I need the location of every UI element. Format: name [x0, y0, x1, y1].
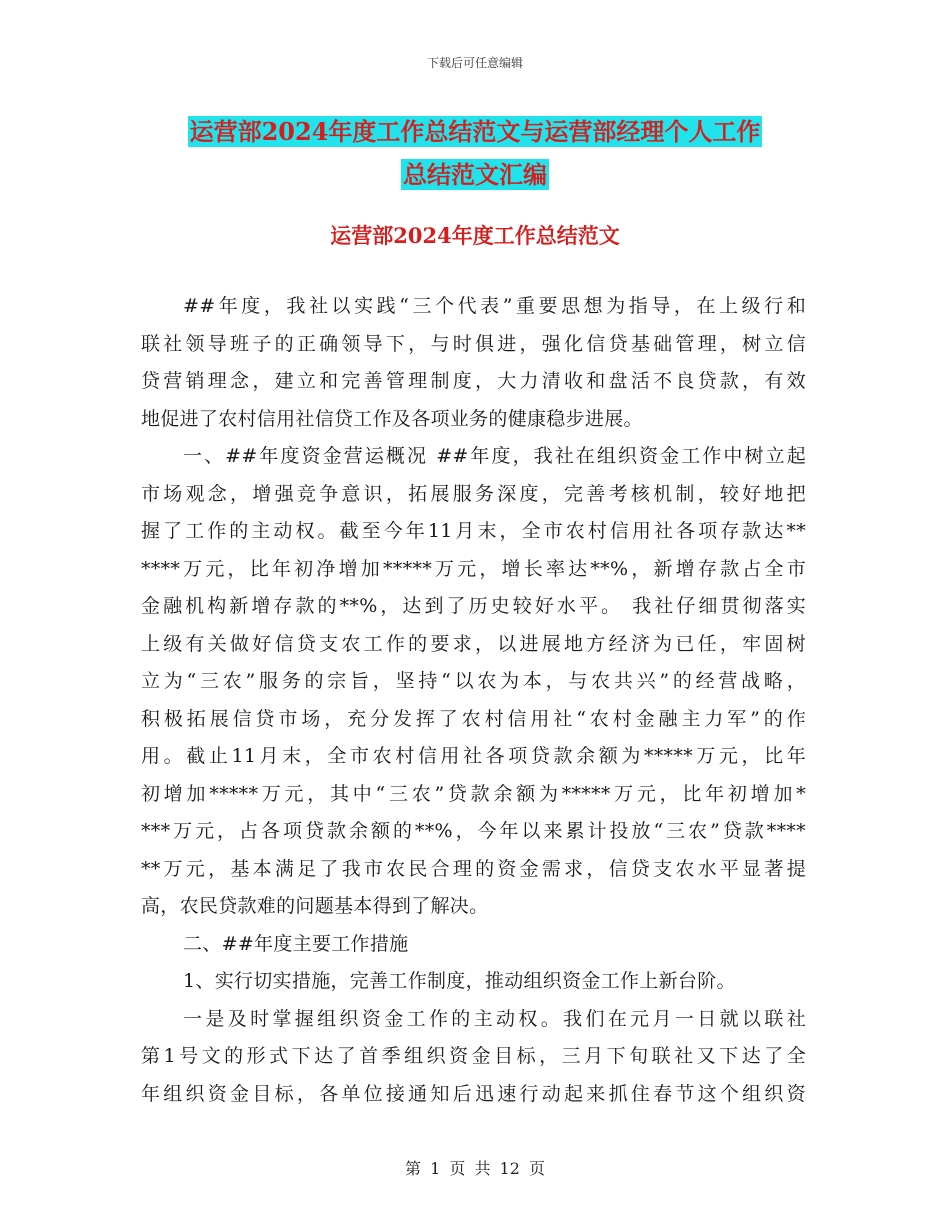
body-line: 积极拓展信贷市场，充分发挥了农村信用社“农村金融主力军”的作	[141, 707, 806, 730]
body-line: 联社领导班子的正确领导下，与时俱进，强化信贷基础管理，树立信	[141, 332, 806, 355]
body-line: 贷营销理念，建立和完善管理制度，大力清收和盘活不良贷款，有效	[141, 370, 806, 392]
body-line: 立为“三农”服务的宗旨，坚持“以农为本，与农共兴”的经营战略，	[141, 670, 806, 692]
document-title-line-2	[0, 155, 950, 195]
body-line: 第1号文的形式下达了首季组织资金目标，三月下旬联社又下达了全	[141, 1045, 806, 1067]
body-line: **万元，基本满足了我市农民合理的资金需求，信贷支农水平显著提	[141, 857, 806, 880]
body-line: 市场观念，增强竞争意识，拓展服务深度，完善考核机制，较好地把	[141, 482, 806, 505]
body-line: 金融机构新增存款的**%，达到了历史较好水平。 我社仔细贯彻落实	[141, 595, 806, 617]
body-line: 地促进了农村信用社信贷工作及各项业务的健康稳步进展。	[141, 407, 643, 430]
body-line: ##年度，我社以实践“三个代表”重要思想为指导，在上级行和	[183, 295, 806, 317]
body-line: 高，农民贷款难的问题基本得到了解决。	[141, 895, 489, 917]
document-title-highlight-2: 总结范文汇编	[403, 160, 547, 189]
document-title-highlight-1: 运营部2024年度工作总结范文与运营部经理个人工作	[189, 117, 761, 146]
body-line: 初增加*****万元，其中“三农”贷款余额为*****万元，比年初增加*	[141, 782, 806, 805]
page-header-note: 下载后可任意编辑	[426, 56, 523, 70]
body-line: 1、实行切实措施，完善工作制度，推动组织资金工作上新台阶。	[183, 970, 736, 992]
body-line: ****万元，比年初净增加*****万元，增长率达**%，新增存款占全市	[141, 557, 806, 580]
body-line: 二、##年度主要工作措施	[183, 932, 409, 955]
body-line: 握了工作的主动权。截至今年11月末，全市农村信用社各项存款达**	[141, 520, 806, 542]
document-title-line-1	[0, 112, 950, 152]
section-title: 运营部2024年度工作总结范文	[330, 223, 620, 248]
body-line: 年组织资金目标，各单位接通知后迅速行动起来抓住春节这个组织资	[141, 1082, 806, 1105]
body-line: 一、##年度资金营运概况 ##年度，我社在组织资金工作中树立起	[183, 445, 806, 467]
body-line: ***万元，占各项贷款余额的**%，今年以来累计投放“三农”贷款****	[141, 820, 806, 842]
body-line: 上级有关做好信贷支农工作的要求，以进展地方经济为已任，牢固树	[141, 632, 806, 655]
page-footer: 第 1 页 共 12 页	[405, 1159, 545, 1178]
document-body	[141, 288, 806, 1113]
body-line: 用。截止11月末，全市农村信用社各项贷款余额为*****万元，比年	[141, 745, 806, 767]
body-line: 一是及时掌握组织资金工作的主动权。我们在元月一日就以联社	[183, 1007, 806, 1030]
